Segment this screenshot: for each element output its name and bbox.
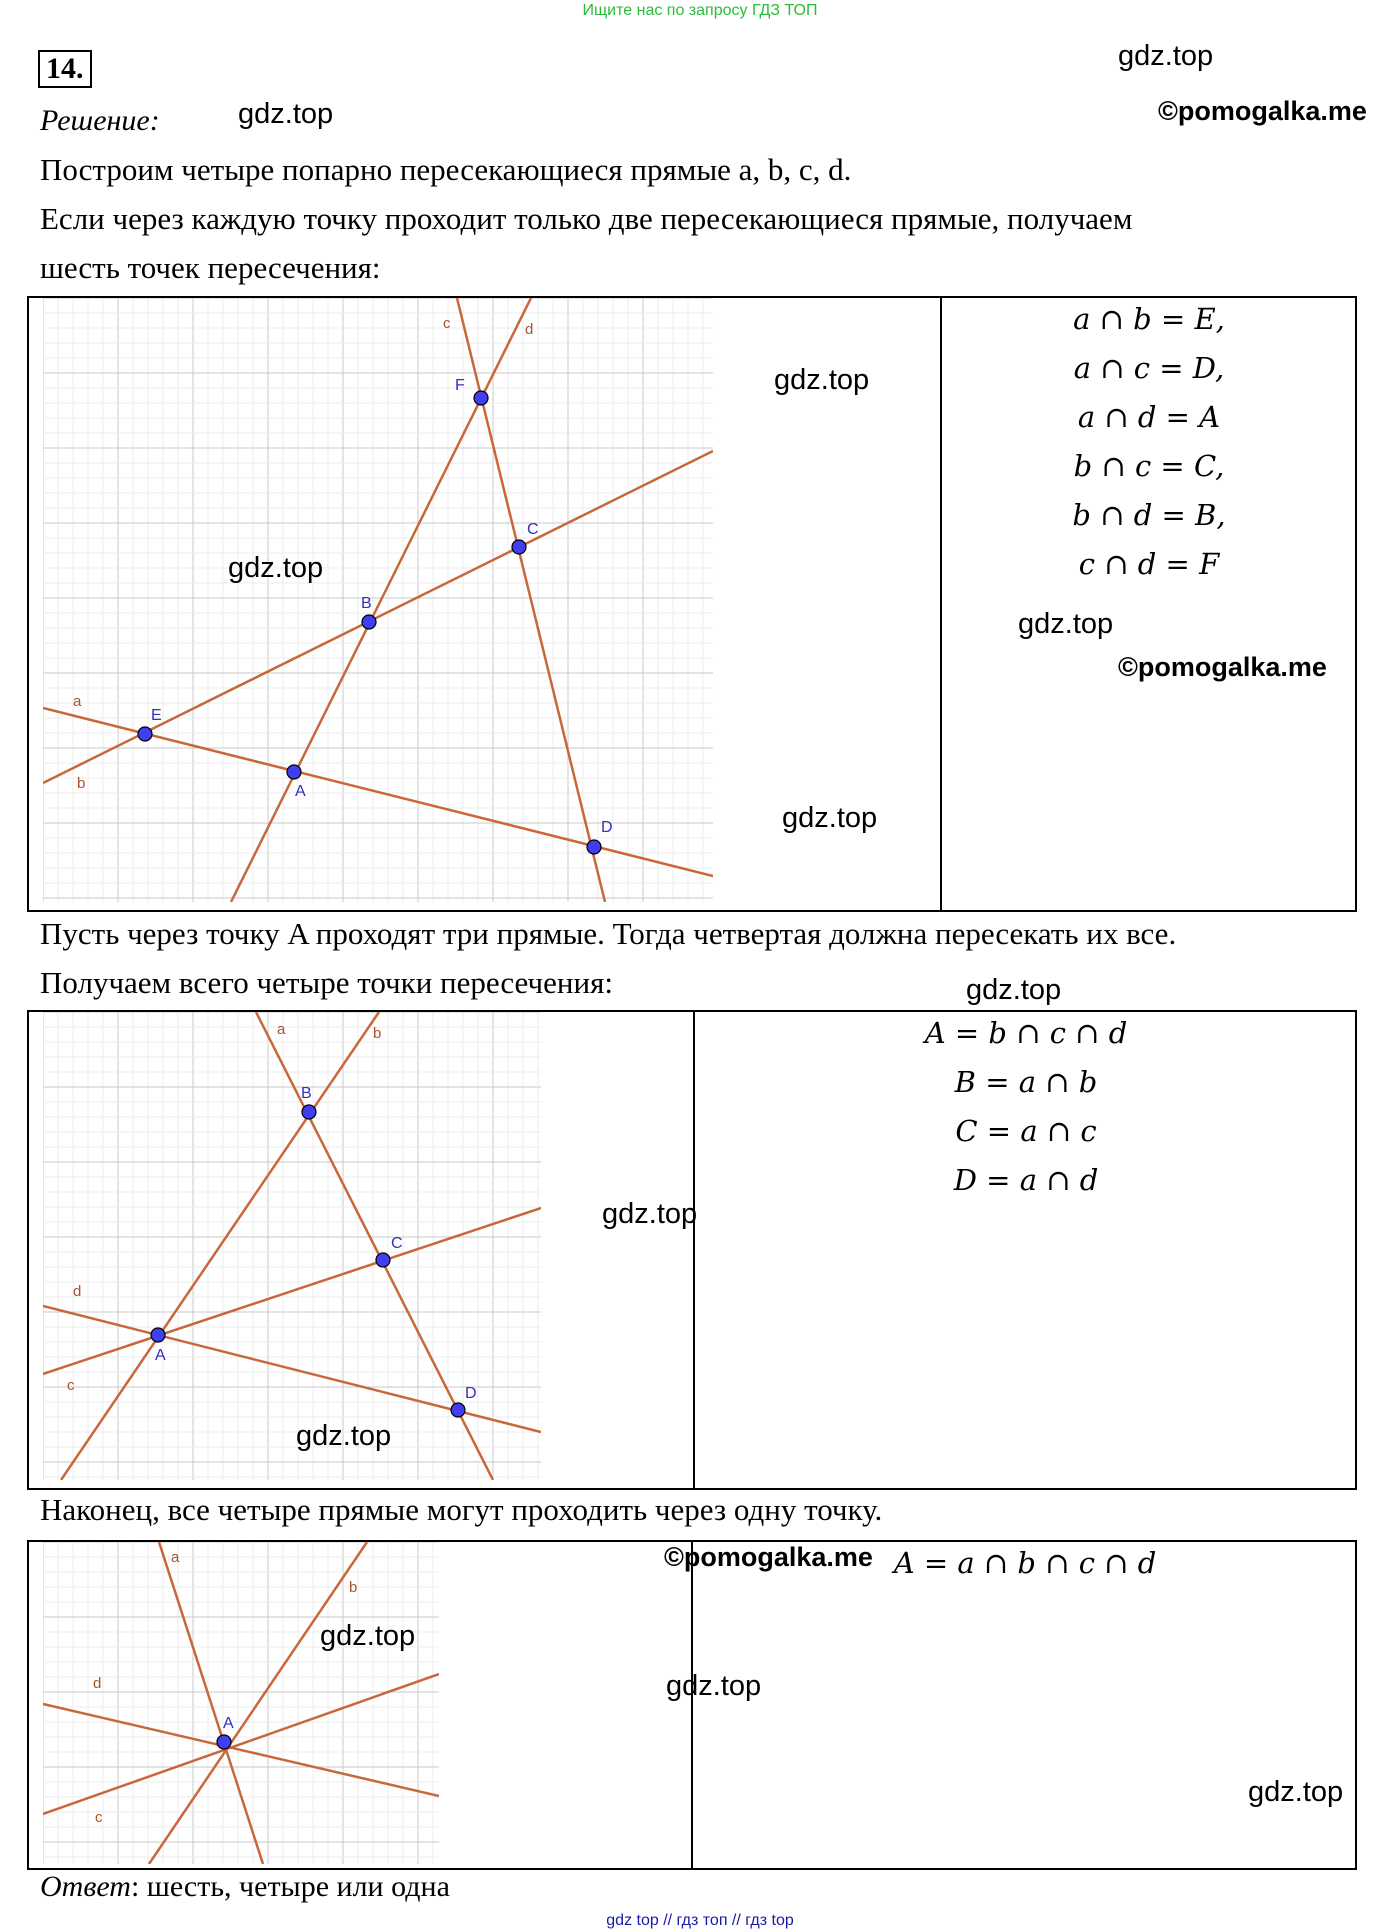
watermark-gdz: gdz.top [320,1620,416,1652]
watermark-gdz: gdz.top [602,1198,698,1230]
watermark-gdz: gdz.top [1118,40,1214,72]
label-point-D: D [465,1385,477,1402]
label-point-A: A [295,783,306,800]
equation: a ∩ c = D, [1073,351,1225,385]
point-F [474,391,488,405]
equation: c ∩ d = F [1078,547,1220,581]
equation: b ∩ d = B, [1072,498,1226,532]
label-point-E: E [151,707,162,724]
equation: B = a ∩ b [954,1065,1098,1099]
line-a [159,1542,263,1864]
figure-3-divider [691,1540,693,1870]
label-line-d: d [93,1675,102,1692]
label-line-b: b [77,775,86,792]
point-A [287,765,301,779]
search-hint: Ищите нас по запросу ГДЗ ТОП [582,2,818,19]
figure-1-divider [940,296,942,912]
label-line-a: a [73,693,82,710]
watermark-gdz: gdz.top [228,552,324,584]
label-line-b: b [349,1579,358,1596]
watermark-gdz: gdz.top [966,974,1062,1006]
figure-2-graph [43,1012,541,1480]
solution-label: Решение: [40,104,160,137]
label-point-B: B [361,595,372,612]
label-line-a: a [171,1549,180,1566]
label-point-D: D [601,819,613,836]
problem-number: 14. [38,50,92,88]
text-line-3: шесть точек пересечения: [40,250,381,285]
watermark-gdz: gdz.top [1018,608,1114,640]
text-line-4: Пусть через точку A проходят три прямые. Тогда четвертая должна пересекать их все. [40,916,1177,951]
answer-text: : шесть, четыре или одна [130,1870,450,1903]
equation: A = a ∩ b ∩ c ∩ d [893,1546,1157,1580]
label-line-b: b [373,1025,382,1042]
footer-links: gdz top // гдз топ // гдз top [606,1912,794,1929]
label-point-A: A [155,1347,166,1364]
point-E [138,727,152,741]
watermark-pomogalka: ©pomogalka.me [1158,96,1367,126]
watermark-gdz: gdz.top [774,364,870,396]
point-B [362,615,376,629]
watermark-gdz: gdz.top [238,98,334,130]
text-line-6: Наконец, все четыре прямые могут проходить через одну точку. [40,1492,883,1527]
watermark-pomogalka: ©pomogalka.me [664,1542,873,1572]
grid [43,298,713,902]
label-point-F: F [455,377,465,394]
equation: C = a ∩ c [955,1114,1097,1148]
text-line-5: Получаем всего четыре точки пересечения: [40,965,613,1000]
equation: D = a ∩ d [953,1163,1099,1197]
equation: b ∩ c = C, [1073,449,1225,483]
watermark-gdz: gdz.top [782,802,878,834]
watermark-gdz: gdz.top [666,1670,762,1702]
label-point-A: A [223,1715,234,1732]
line-b [149,1542,367,1864]
equation: a ∩ d = A [1077,400,1221,434]
point-A [151,1328,165,1342]
label-line-c: c [67,1377,75,1394]
label-line-c: c [95,1809,103,1826]
label-line-d: d [525,321,534,338]
point-D [587,840,601,854]
label-line-a: a [277,1021,286,1038]
answer-label: Ответ [40,1870,131,1903]
watermark-gdz: gdz.top [1248,1776,1344,1808]
point-C [512,540,526,554]
label-point-C: C [391,1235,403,1252]
figure-1-graph [43,298,713,902]
point-D [451,1403,465,1417]
label-point-C: C [527,521,539,538]
point-C [376,1253,390,1267]
label-line-d: d [73,1283,82,1300]
watermark-gdz: gdz.top [296,1420,392,1452]
label-point-B: B [301,1085,312,1102]
watermark-pomogalka: ©pomogalka.me [1118,652,1327,682]
point-A [217,1735,231,1749]
point-B [302,1105,316,1119]
answer [40,1870,450,1904]
text-line-1: Построим четыре попарно пересекающиеся прямые a, b, c, d. [40,152,852,187]
figure-3-graph [43,1542,439,1864]
text-line-2: Если через каждую точку проходит только две пересекающиеся прямые, получаем [40,201,1133,236]
line-d [231,298,534,902]
equation: A = b ∩ c ∩ d [924,1016,1128,1050]
line-b [61,1012,382,1480]
label-line-c: c [443,315,451,332]
equation: a ∩ b = E, [1073,302,1225,336]
